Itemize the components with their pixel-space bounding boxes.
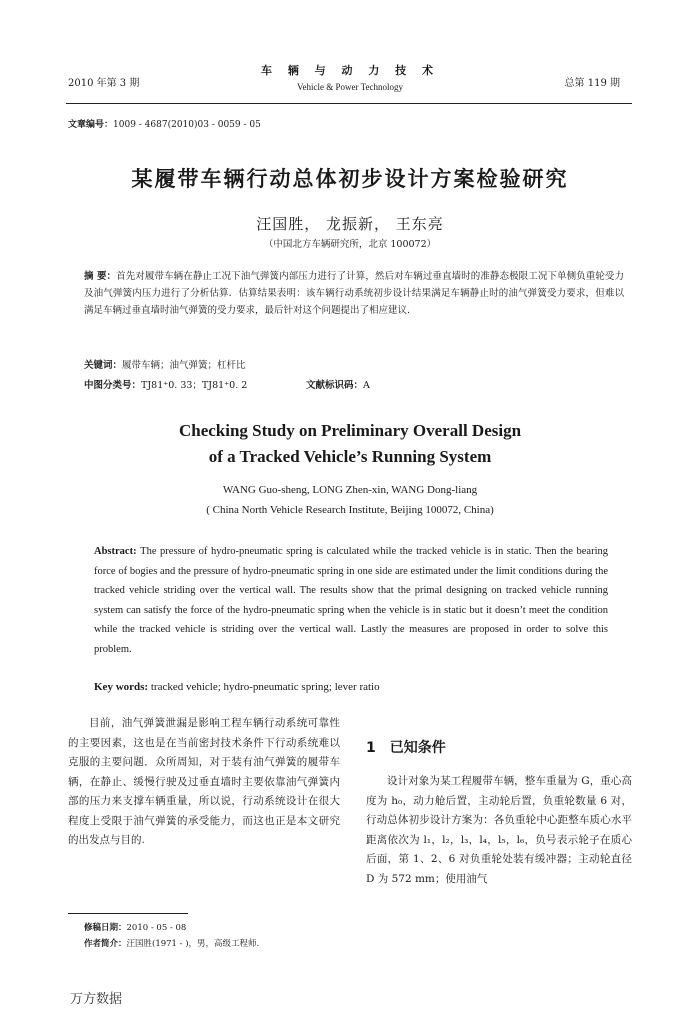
footnote-author-bio-label: 作者简介： [84,939,127,949]
classification-cn-value: TJ81⁺0. 33；TJ81⁺0. 2 [141,380,248,391]
footnote-rule [68,913,188,914]
section-1-heading [366,737,446,757]
footnote-received [84,921,186,933]
abstract-cn [84,268,624,319]
section-1-title: 已知条件 [389,740,446,756]
keywords-en-label: Key words [94,681,145,693]
title-cn: 某履带车辆行动总体初步设计方案检验研究 [131,167,569,191]
keywords-cn-label: 关键词： [84,360,123,371]
article-number-value: 1009 - 4687(2010)03 - 0059 - 05 [113,120,261,130]
header-serial: 总第 119 期 [564,78,620,89]
affiliation-cn: （中国北方车辆研究所，北京 100072） [263,239,437,250]
keywords-en-value: tracked vehicle; hydro-pneumatic spring; lever ratio [150,681,380,693]
classification-cn [84,377,247,391]
journal-name-cn: 车 辆 与 动 力 技 术 [261,64,439,77]
header-issue: 2010 年第 3 期 [68,78,140,89]
keywords-cn-value: 履带车辆；油气弹簧；杠杆比 [122,360,246,371]
classification-cn-label: 中图分类号： [84,380,142,391]
journal-name-en: Vehicle & Power Technology [297,82,403,92]
title-en-line-1: Checking Study on Preliminary Overall Design [178,421,522,440]
document-code-value: A [363,380,370,391]
title-en [0,418,700,470]
section-1-paragraph: 设计对象为某工程履带车辆，整车重量为 G，重心高度为 h₀，动力舱后置，主动轮后置，负重轮数量 6 对，行动总体初步设计方案为：各负重轮中心距整车质心水平距离依次为 l₁，l₂，l₃，l₄，l₅，l₆，负号表示轮子在质心后面，第 1、2、6 对负重轮处装有缓冲器；主动轮直径 D 为 572 mm；使用油气 [366,775,632,885]
abstract-en: Abstract: The pressure of hydro-pneumatic spring is calculated while the tracked vehicle is in static. Then the bearing force of bogies and the pressure of hydro-pneumatic spring in one side are estimated under the limit conditions during the tracked vehicle striding over the vertical wall. The results show that the primal designing on tracked vehicle running system can satisfy the force of the hydro-pneumatic spring when the vehicle is in static but it doesn’t meet the condition while the tracked vehicle is striding over the vertical wall. Lastly the measures are proposed in order to solve this problem. [94,546,608,655]
authors-cn: 汪国胜， 龙振新， 王东亮 [256,215,444,233]
footnote-received-label: 修稿日期： [84,923,127,933]
document-code [306,377,370,391]
footnote-received-value: 2010 - 05 - 08 [126,923,187,933]
intro-paragraph: 目前，油气弹簧泄漏是影响工程车辆行动系统可靠性的主要因素，这也是在当前密封技术条件下行动系统难以克服的主要问题．众所周知，对于装有油气弹簧的履带车辆，在静止、缓慢行驶及过垂直墙时主要依靠油气弹簧内部的压力来支撑车辆重量，所以说，行动系统设计在很大程度上受限于油气弹簧的承受能力，而这也正是本文研究的出发点与目的. [68,717,340,846]
article-number [68,117,261,130]
keywords-cn [84,357,246,371]
abstract-cn-label: 摘 要： [84,271,117,282]
abstract-cn-text: 首先对履带车辆在静止工况下油气弹簧内部压力进行了计算，然后对车辆过垂直墙时的准静态极限工况下单侧负重轮受力及油气弹簧内压力进行了分析估算．估算结果表明：该车辆行动系统初步设计结果满足车辆静止时的油气弹簧受力要求，但难以满足车辆过垂直墙时油气弹簧的受力要求，最后针对这个问题提出了相应建议. [84,271,624,316]
affiliation-en: ( China North Vehicle Research Institute, Beijing 100072, China) [206,504,494,516]
article-number-label: 文章编号： [68,120,114,130]
section-1-number: 1 [366,740,376,756]
header-rule [66,103,632,104]
watermark: 万方数据 [70,992,123,1007]
document-code-label: 文献标识码： [306,380,364,391]
abstract-en-text: The pressure of hydro-pneumatic spring is calculated while the tracked vehicle is in static. Then the bearing force of bogies and the pressure of hydro-pneumatic spring in one side are estimated under the limit conditions during the tracked vehicle striding over the vertical wall. The results show that the primal designing on tracked vehicle running system can satisfy the force of the hydro-pneumatic spring when the vehicle is in static but it doesn’t meet the condition while the tracked vehicle is striding over the vertical wall. Lastly the measures are proposed in order to solve this problem. [94,546,608,655]
abstract-en-label: Abstract [94,546,134,557]
footnote-author-bio-value: 汪国胜(1971 - )，男，高级工程师. [126,939,260,949]
authors-en: WANG Guo-sheng, LONG Zhen-xin, WANG Dong-liang [222,484,478,496]
footnote-author-bio [84,937,259,949]
title-en-line-2: of a Tracked Vehicle’s Running System [208,447,492,466]
keywords-en: Key words: tracked vehicle; hydro-pneumatic spring; lever ratio [94,681,380,693]
